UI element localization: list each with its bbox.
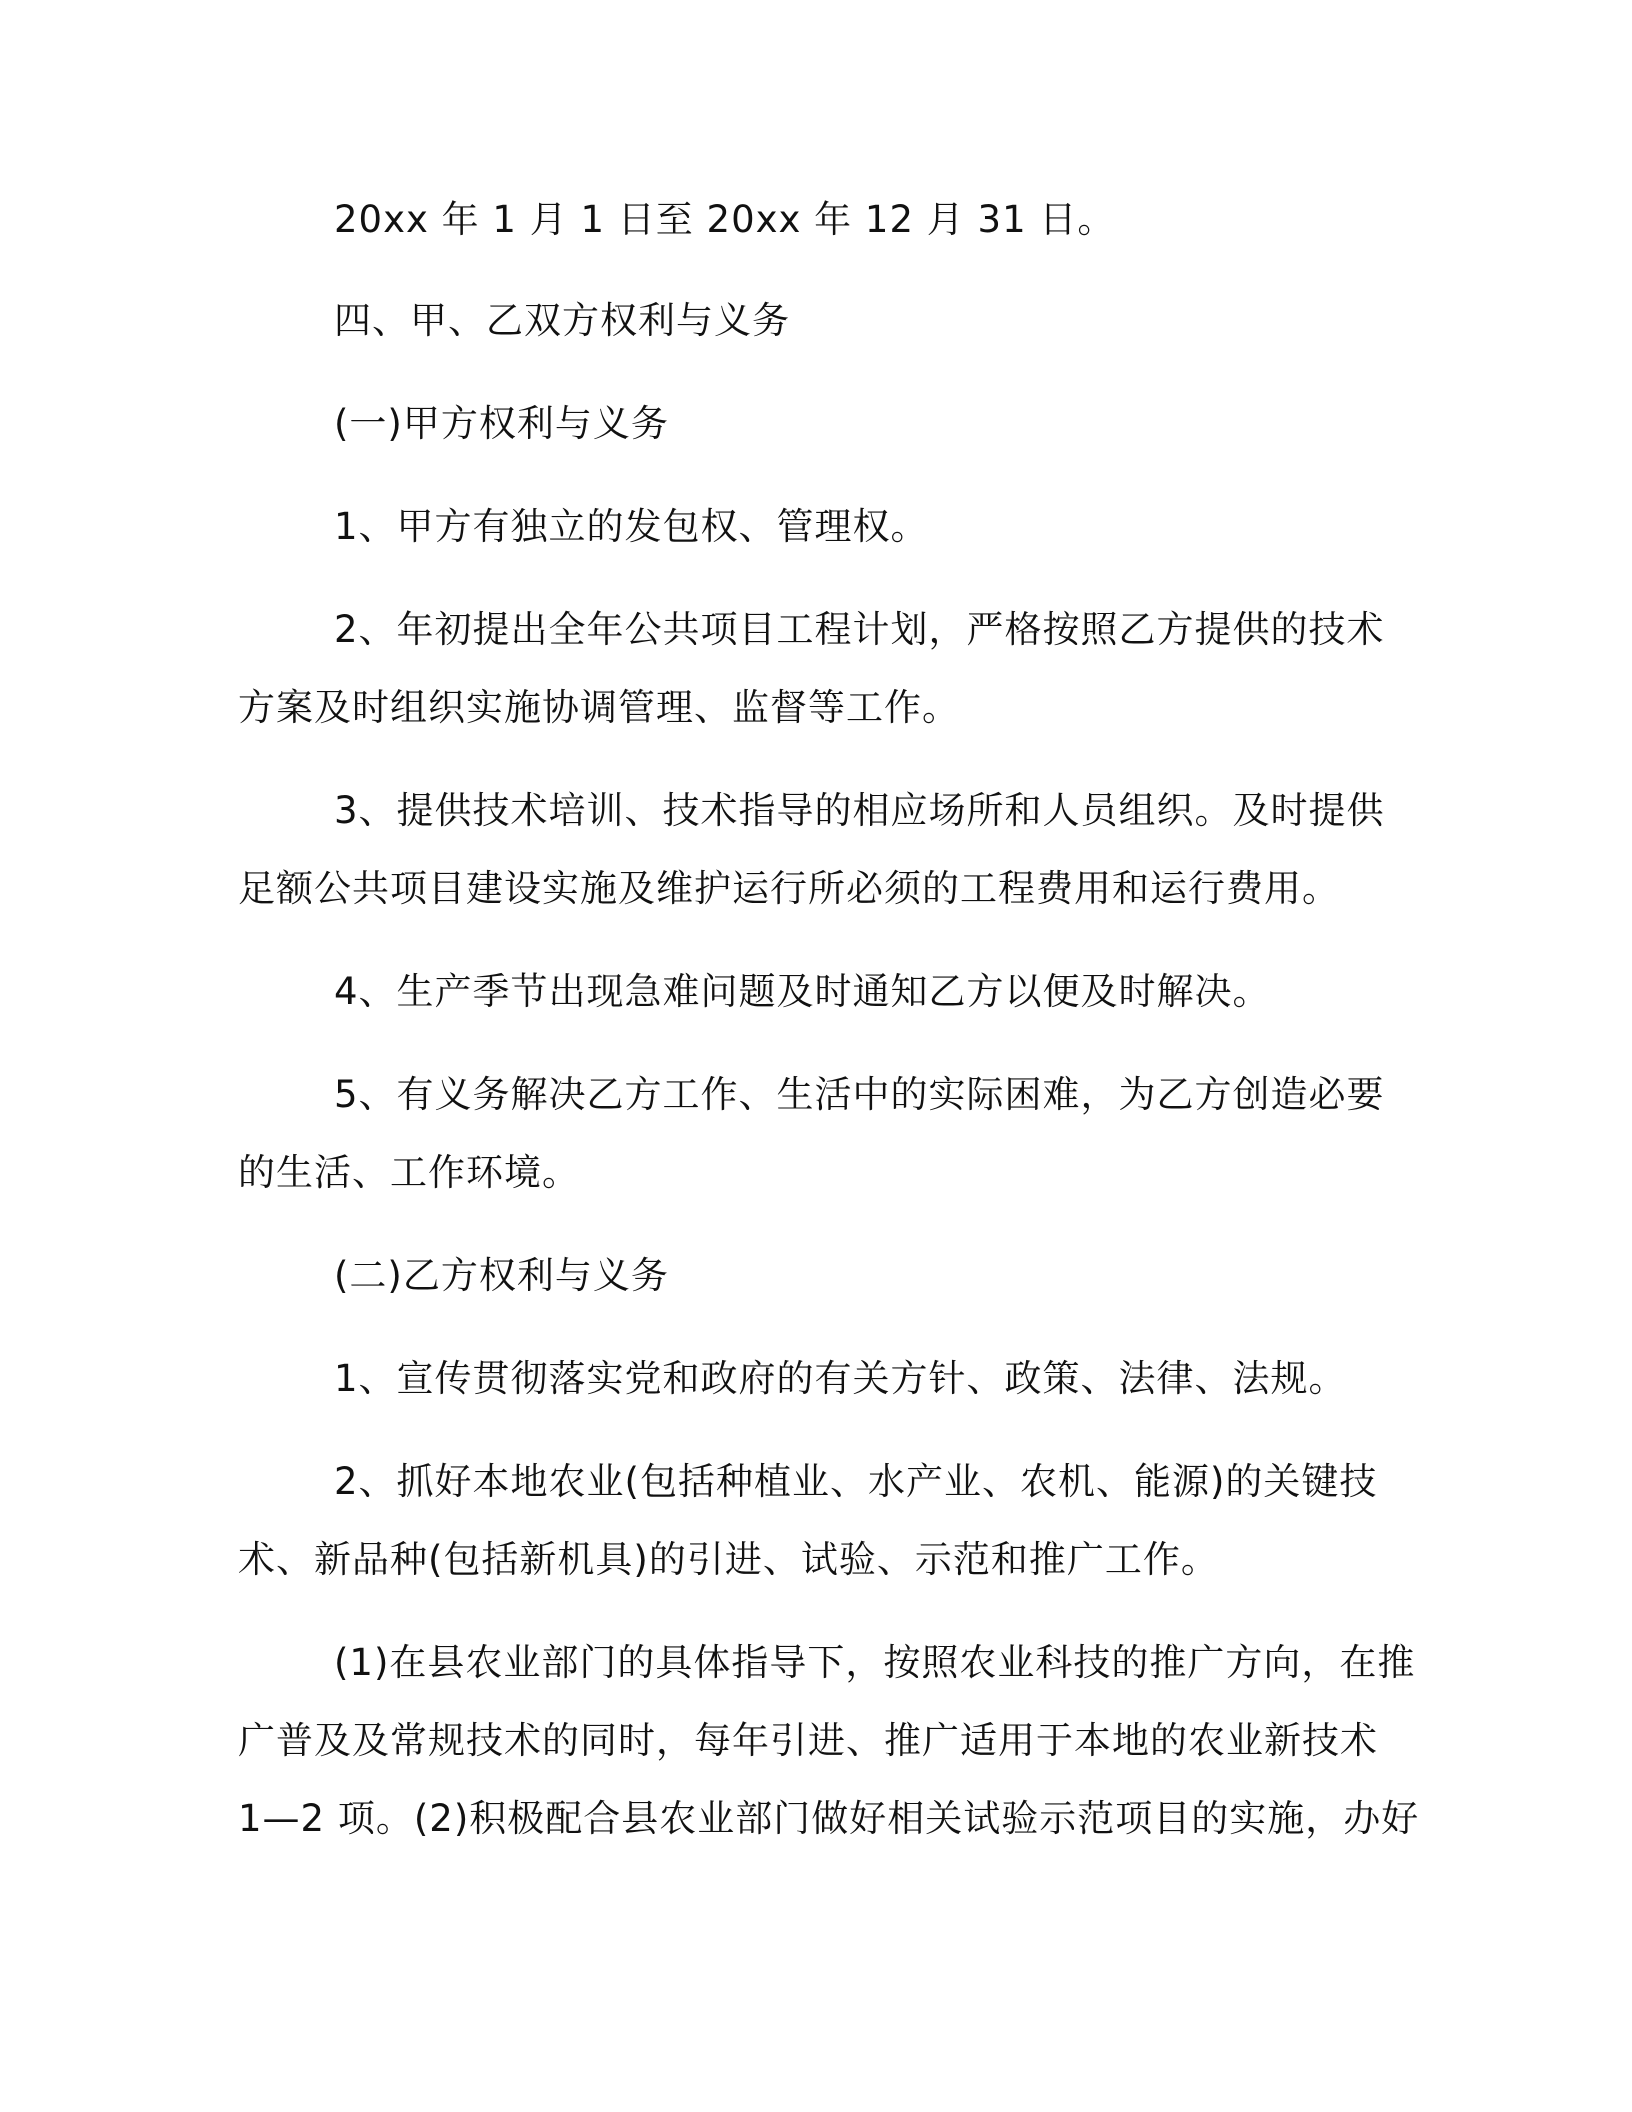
party-a-item-4: 4、生产季节出现急难问题及时通知乙方以便及时解决。	[334, 970, 1271, 1013]
party-a-item-5-line-1: 5、有义务解决乙方工作、生活中的实际困难，为乙方创造必要	[334, 1073, 1385, 1116]
party-a-item-2-line-1: 2、年初提出全年公共项目工程计划，严格按照乙方提供的技术	[334, 608, 1385, 651]
party-b-item-2-line-1: 2、抓好本地农业(包括种植业、水产业、农机、能源)的关键技	[334, 1460, 1378, 1503]
party-a-item-3-line-2: 足额公共项目建设实施及维护运行所必须的工程费用和运行费用。	[238, 867, 1340, 910]
party-a-item-3-line-1: 3、提供技术培训、技术指导的相应场所和人员组织。及时提供	[334, 789, 1385, 832]
party-a-item-1: 1、甲方有独立的发包权、管理权。	[334, 505, 929, 548]
subsection-heading-party-b: (二)乙方权利与义务	[334, 1254, 669, 1297]
party-b-subitem-line-2: 广普及及常规技术的同时，每年引进、推广适用于本地的农业新技术	[238, 1719, 1378, 1762]
party-a-item-2-line-2: 方案及时组织实施协调管理、监督等工作。	[238, 686, 960, 729]
party-b-subitem-line-3: 1—2 项。(2)积极配合县农业部门做好相关试验示范项目的实施，办好	[238, 1797, 1420, 1840]
section-heading-rights-obligations: 四、甲、乙双方权利与义务	[334, 299, 790, 342]
subsection-heading-party-a: (一)甲方权利与义务	[334, 402, 669, 445]
paragraph-line-date-range: 20xx 年 1 月 1 日至 20xx 年 12 月 31 日。	[334, 198, 1116, 241]
party-a-item-5-line-2: 的生活、工作环境。	[238, 1151, 580, 1194]
party-b-item-2-line-2: 术、新品种(包括新机具)的引进、试验、示范和推广工作。	[238, 1538, 1219, 1581]
party-b-subitem-line-1: (1)在县农业部门的具体指导下，按照农业科技的推广方向，在推	[334, 1641, 1416, 1684]
party-b-item-1: 1、宣传贯彻落实党和政府的有关方针、政策、法律、法规。	[334, 1357, 1347, 1400]
